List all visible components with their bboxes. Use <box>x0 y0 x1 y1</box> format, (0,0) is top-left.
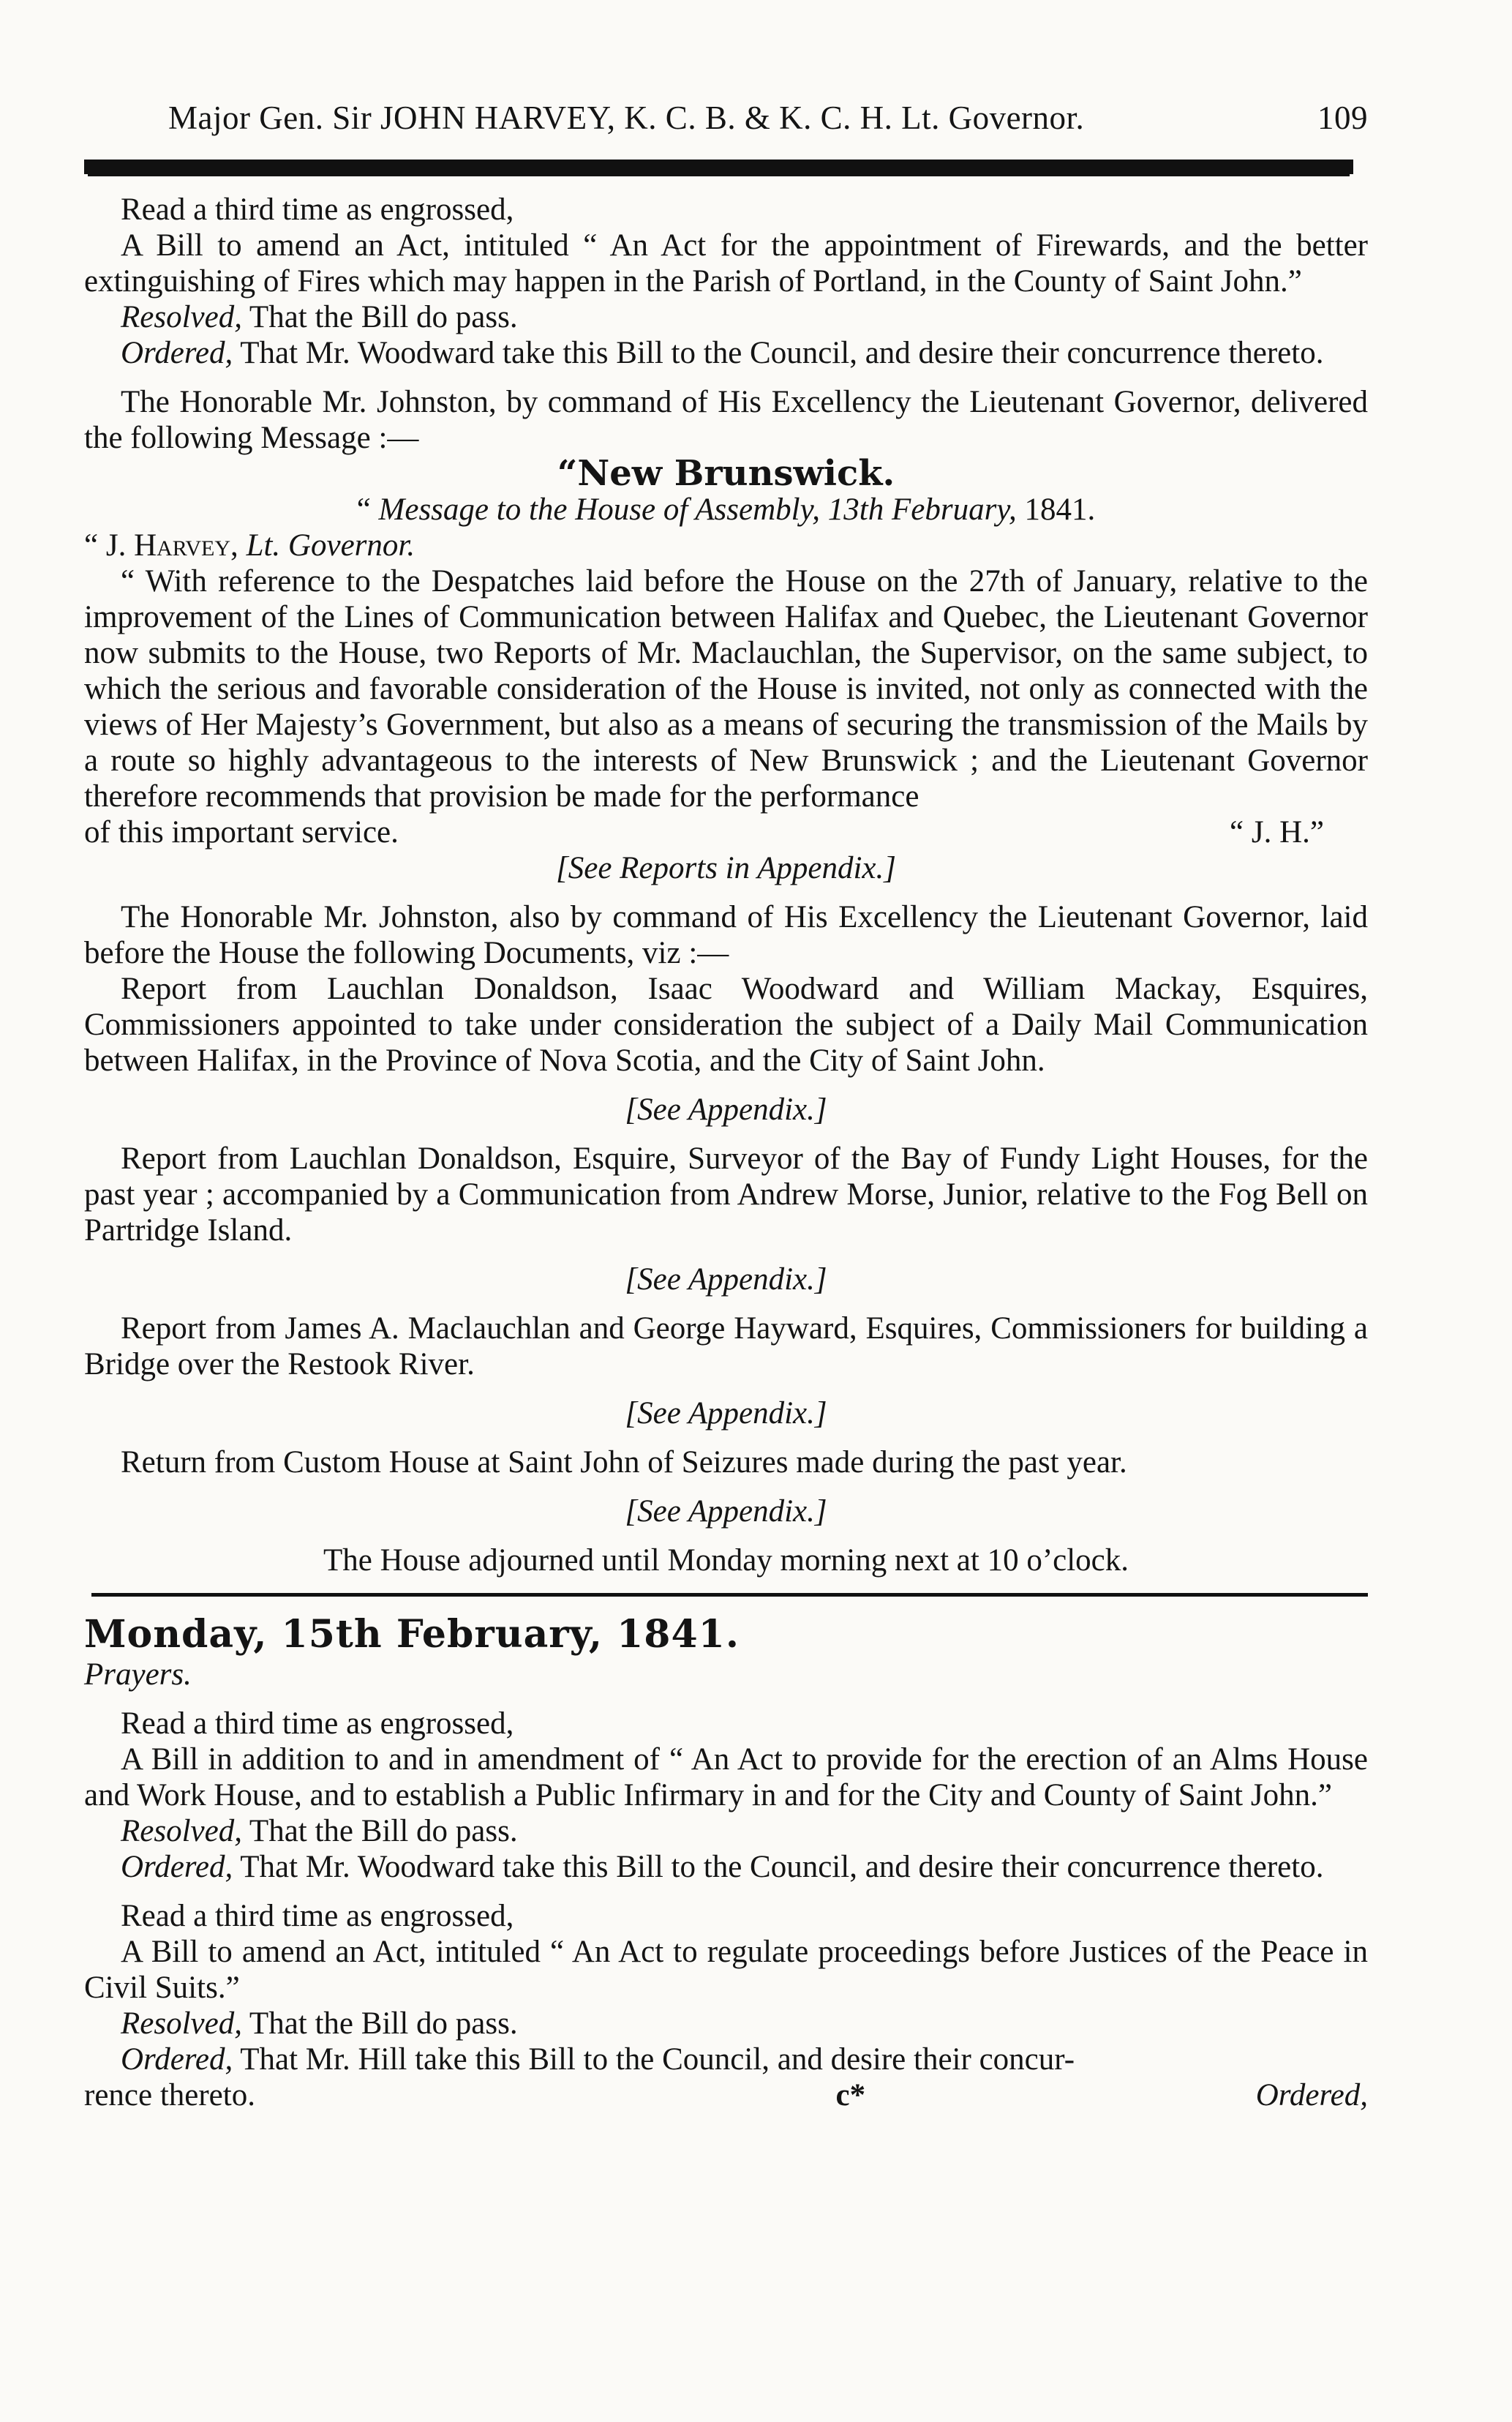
ordered-text-3: That Mr. Hill take this Bill to the Council, and desire their concur- <box>233 2042 1075 2077</box>
governor-title: Lt. Governor. <box>238 528 415 563</box>
return-custom-house: Return from Custom House at Saint John of Seizures made during the past year. <box>121 1445 1127 1480</box>
message-intro: The Honorable Mr. Johnston, by command of His Excellency the Lieutenant Governor, delivered the following Message :— <box>84 385 1368 455</box>
ordered-line <box>84 335 1368 371</box>
resolved-line <box>84 299 1368 335</box>
ordered-label-2: Ordered, <box>121 1850 233 1884</box>
final-text-line: rence thereto. <box>84 2078 255 2112</box>
message-initials: “ J. H.” <box>1230 815 1324 850</box>
alms-house-bill: A Bill in addition to and in amendment of “ An Act to provide for the erection of an Alms House and Work House, and to establish a Public Infirmary in and for the City and County of Saint John.” <box>84 1742 1368 1812</box>
page-body <box>84 192 1368 2113</box>
page-footer-line <box>84 2077 1368 2113</box>
ordered-line-2 <box>84 1849 1368 1885</box>
governor-signature <box>84 528 1368 563</box>
catchword: Ordered, <box>1255 2078 1368 2112</box>
dateline-italic: Message to the House of Assembly, 13th February, <box>378 492 1017 527</box>
ordered-text: That Mr. Woodward take this Bill to the Council, and desire their concurrence thereto. <box>233 336 1324 370</box>
resolved-line-2 <box>84 1813 1368 1849</box>
ordered-label: Ordered, <box>121 336 233 370</box>
see-appendix-3: [See Appendix.] <box>625 1396 827 1431</box>
prayers-line: Prayers. <box>84 1657 192 1692</box>
dateline-open-quote: “ <box>356 492 379 527</box>
read-third-line: Read a third time as engrossed, <box>121 192 514 227</box>
section-divider <box>91 1593 1368 1597</box>
governor-name: “ J. Harvey, <box>84 528 238 563</box>
message-closing-line <box>84 814 1368 850</box>
resolved-text-2: That the Bill do pass. <box>241 1814 518 1848</box>
message-dateline <box>84 492 1368 528</box>
message-text: “ With reference to the Despatches laid before the House on the 27th of January, relative to the improvement of the Lines of Communication between Halifax and Quebec, the Lieutenant Governor now submits to the House, two Reports of Mr. Maclauchlan, the Supervisor, on the same subject, to which the serious and favorable consideration of the House is invited, not only as connected with the views of Her Majesty’s Government, but also as a means of securing the transmission of the Mails by a route so highly advantageous to the interests of New Brunswick ; and the Lieutenant Governor therefore recommends that provision be made for the performance <box>84 564 1368 814</box>
report-restook-bridge: Report from James A. Maclauchlan and George Hayward, Esquires, Commissioners for building a Bridge over the Restook River. <box>84 1311 1368 1381</box>
see-appendix-4: [See Appendix.] <box>625 1494 827 1529</box>
firewards-bill: A Bill to amend an Act, intituled “ An Act for the appointment of Firewards, and the better extinguishing of Fires which may happen in the Parish of Portland, in the County of Saint John.” <box>84 228 1368 299</box>
running-title: Major Gen. Sir JOHN HARVEY, K. C. B. & K. C. H. Lt. Governor. <box>168 100 1085 136</box>
documents-intro: The Honorable Mr. Johnston, also by command of His Excellency the Lieutenant Governor, laid before the House the following Documents, viz :— <box>84 900 1368 970</box>
see-appendix-1: [See Appendix.] <box>625 1092 827 1127</box>
signature-mark: c* <box>835 2078 866 2112</box>
ordered-text-2: That Mr. Woodward take this Bill to the Council, and desire their concurrence thereto. <box>233 1850 1324 1884</box>
ordered-line-3 <box>84 2042 1368 2077</box>
monday-heading: Monday, 15th February, 1841. <box>84 1612 740 1657</box>
resolved-text-3: That the Bill do pass. <box>241 2006 518 2041</box>
see-appendix-2: [See Appendix.] <box>625 1262 827 1297</box>
header-rule <box>84 160 1353 174</box>
dateline-year: 1841. <box>1016 492 1096 527</box>
message-last-line: of this important service. <box>84 815 399 850</box>
message-blackletter-heading: “New Brunswick. <box>557 453 895 494</box>
resolved-label-3: Resolved, <box>121 2006 242 2041</box>
report-light-houses: Report from Lauchlan Donaldson, Esquire, Surveyor of the Bay of Fundy Light Houses, for the past year ; accompanied by a Communication from Andrew Morse, Junior, relative to the Fog Bell on Partridge Island. <box>84 1141 1368 1248</box>
resolved-label: Resolved, <box>121 300 242 334</box>
ordered-label-3: Ordered, <box>121 2042 233 2077</box>
resolved-label-2: Resolved, <box>121 1814 242 1848</box>
running-header <box>168 99 1368 137</box>
house-adjourned: The House adjourned until Monday morning next at 10 o’clock. <box>323 1543 1129 1578</box>
see-reports-appendix: [See Reports in Appendix.] <box>556 851 896 885</box>
resolved-line-3 <box>84 2006 1368 2042</box>
resolved-text: That the Bill do pass. <box>241 300 518 334</box>
justices-bill: A Bill to amend an Act, intituled “ An Act to regulate proceedings before Justices of the Peace in Civil Suits.” <box>84 1935 1368 2005</box>
page-number: 109 <box>1317 100 1368 136</box>
read-third-line-2: Read a third time as engrossed, <box>121 1706 514 1741</box>
report-daily-mail: Report from Lauchlan Donaldson, Isaac Woodward and William Mackay, Esquires, Commissioners appointed to take under consideration the subject of a Daily Mail Communication between Halifax, in the Province of Nova Scotia, and the City of Saint John. <box>84 972 1368 1078</box>
read-third-line-3: Read a third time as engrossed, <box>121 1899 514 1933</box>
